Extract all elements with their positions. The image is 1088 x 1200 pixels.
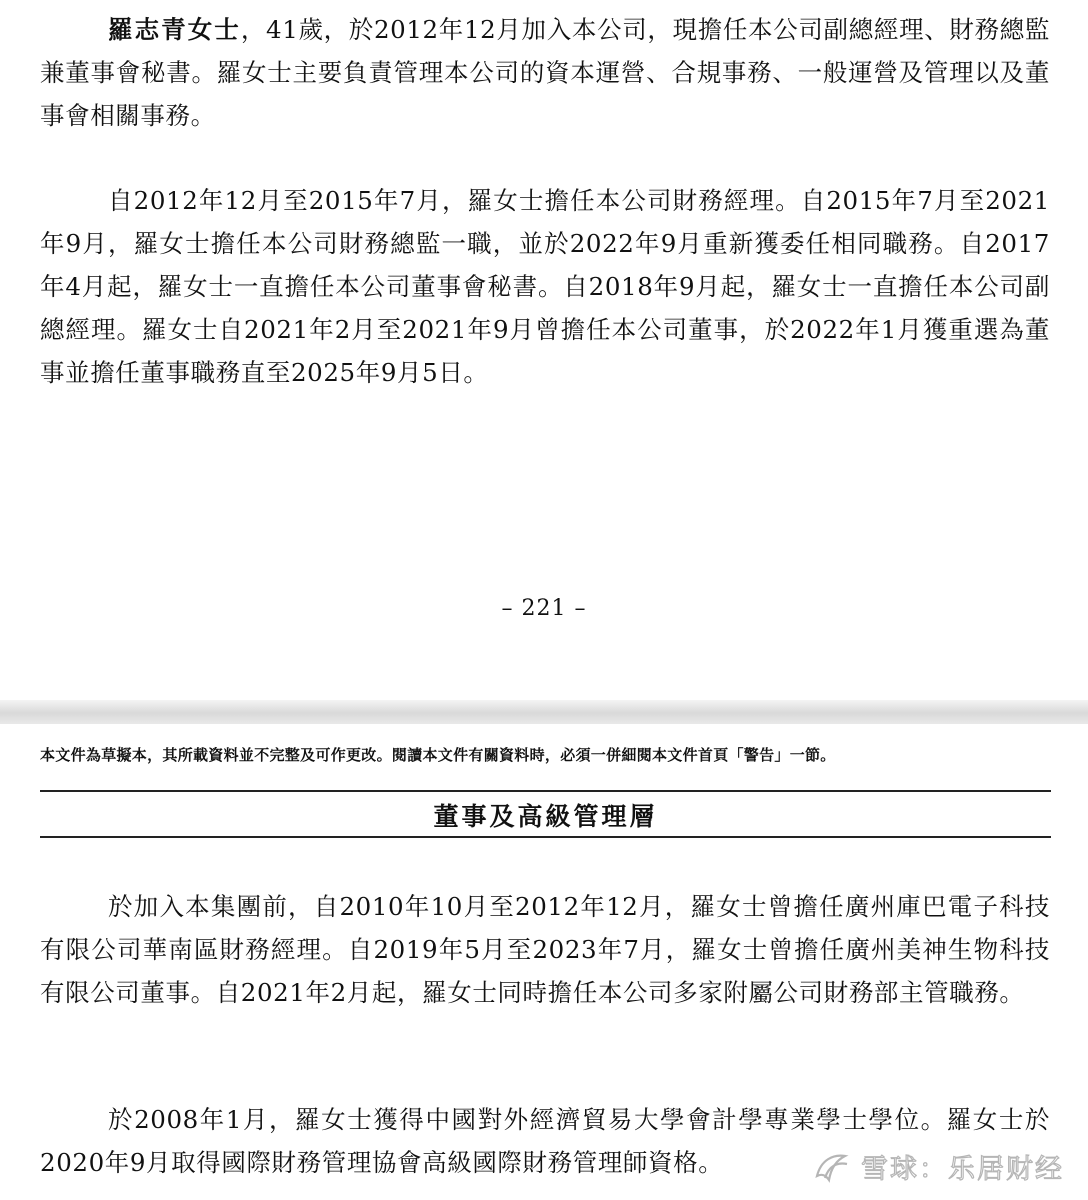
heading-rule-top bbox=[40, 790, 1051, 792]
page-number: – 221 – bbox=[501, 596, 587, 621]
biography-paragraph-career: 自2012年12月至2015年7月，羅女士擔任本公司財務經理。自2015年7月至2021年9月，羅女士擔任本公司財務總監一職，並於2022年9月重新獲委任相同職務。自2017年4月起，羅女士一直擔任本公司董事會秘書。自2018年9月起，羅女士一直擔任本公司副總經理。羅女士自2021年2月至2021年9月曾擔任本公司董事，於2022年1月獲重選為董事並擔任董事職務直至2025年9月5日。 bbox=[40, 186, 1050, 387]
page-separator bbox=[0, 700, 1088, 724]
biography-paragraph-prior-experience: 於加入本集團前，自2010年10月至2012年12月，羅女士曾擔任廣州庫巴電子科技有限公司華南區財務經理。自2019年5月至2023年7月，羅女士曾擔任廣州美神生物科技有限公司董事。自2021年2月起，羅女士同時擔任本公司多家附屬公司財務部主管職務。 bbox=[40, 892, 1050, 1007]
watermark bbox=[811, 1147, 1064, 1186]
intro-text: ，41歲，於2012年12月加入本公司，現擔任本公司副總經理、財務總監兼董事會秘書。羅女士主要負責管理本公司的資本運營、合規事務、一般運營及管理以及董事會相關事務。 bbox=[40, 15, 1051, 130]
section-heading: 董事及高級管理層 bbox=[433, 802, 658, 831]
heading-rule-bottom bbox=[40, 836, 1051, 838]
watermark-text: 雪球：乐居财经 bbox=[861, 1154, 1064, 1185]
person-name: 羅志青女士 bbox=[108, 15, 241, 44]
draft-disclaimer: 本文件為草擬本，其所載資料並不完整及可作更改。閱讀本文件有關資料時，必須一併細閱本文件首頁「警告」一節。 bbox=[40, 746, 836, 764]
biography-paragraph-education: 於2008年1月，羅女士獲得中國對外經濟貿易大學會計學專業學士學位。羅女士於2020年9月取得國際財務管理協會高級國際財務管理師資格。 bbox=[40, 1105, 1050, 1177]
snowball-logo-icon bbox=[811, 1150, 851, 1184]
biography-paragraph-intro bbox=[40, 8, 1050, 137]
